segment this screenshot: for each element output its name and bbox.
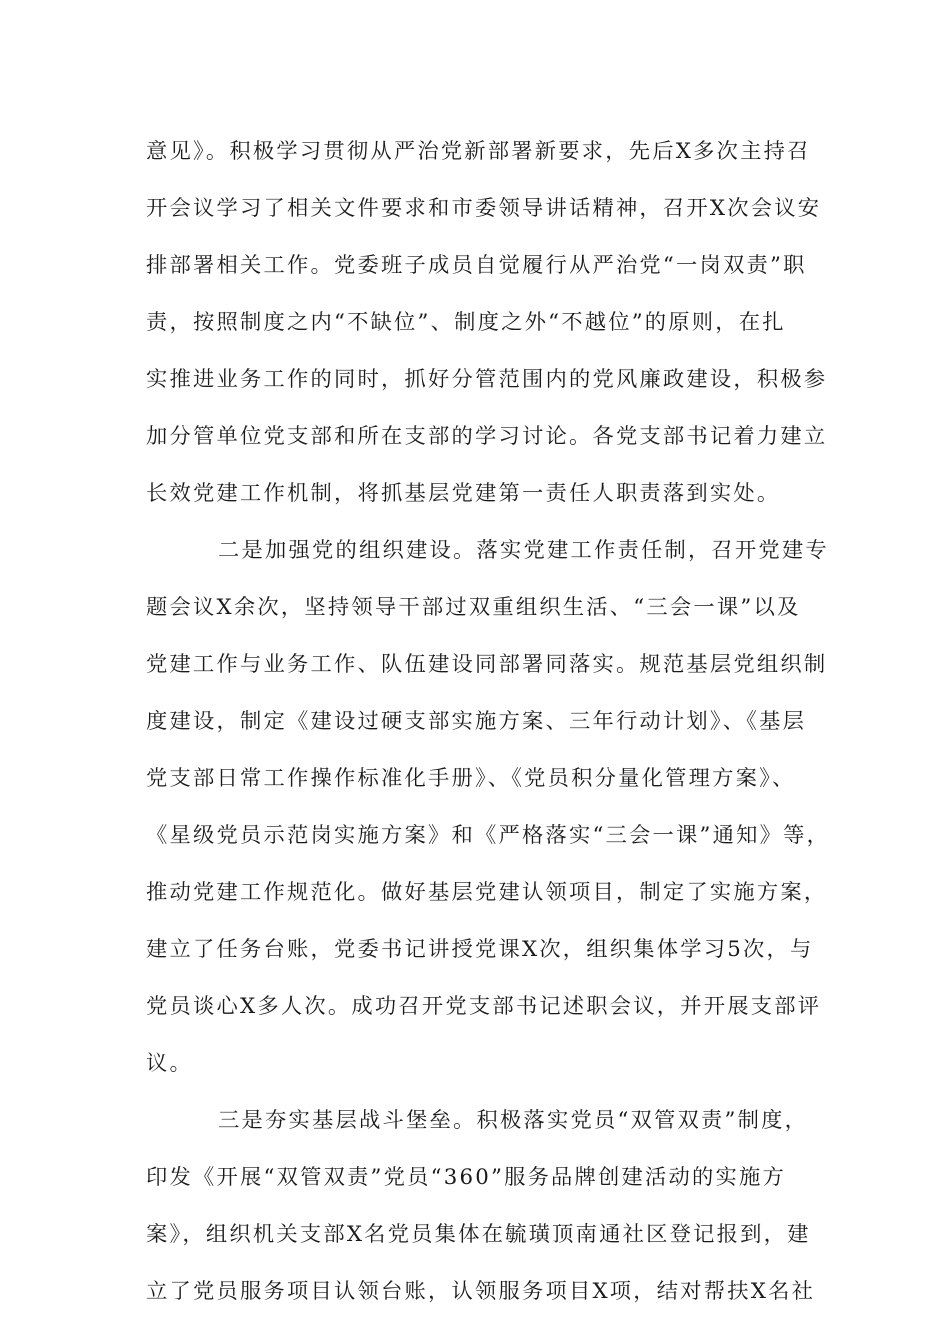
paragraph-line: 党支部日常工作操作标准化手册》、《党员积分量化管理方案》、 (146, 766, 796, 791)
paragraph-first-line: 三是夯实基层战斗堡垒。积极落实党员“双管双责”制度， (218, 1108, 809, 1133)
paragraph-line: 实推进业务工作的同时，抓好分管范围内的党风廉政建设，积极参 (146, 367, 828, 392)
paragraph-line: 排部署相关工作。党委班子成员自觉履行从严治党“一岗双责”职 (146, 253, 807, 278)
paragraph-line: 立了党员服务项目认领台账，认领服务项目X项，结对帮扶X名社 (146, 1279, 816, 1304)
paragraph-line: 议。 (146, 1051, 193, 1076)
paragraph-line: 建立了任务台账，党委书记讲授党课X次，组织集体学习5次，与 (146, 937, 814, 962)
paragraph-line: 意见》。积极学习贯彻从严治党新部署新要求，先后X多次主持召 (146, 139, 811, 164)
paragraph-first-line: 二是加强党的组织建设。落实党建工作责任制，召开党建专 (218, 538, 829, 563)
paragraph-line: 加分管单位党支部和所在支部的学习讨论。各党支部书记着力建立 (146, 424, 828, 449)
paragraph-line: 党员谈心X多人次。成功召开党支部书记述职会议，并开展支部评 (146, 994, 822, 1019)
paragraph-line: 印发《开展“双管双责”党员“360”服务品牌创建活动的实施方 (146, 1165, 787, 1190)
paragraph-line: 推动党建工作规范化。做好基层党建认领项目，制定了实施方案， (146, 880, 828, 905)
paragraph-line: 党建工作与业务工作、队伍建设同部署同落实。规范基层党组织制 (146, 652, 828, 677)
paragraph-line: 长效党建工作机制，将抓基层党建第一责任人职责落到实处。 (146, 481, 781, 506)
paragraph-line: 度建设，制定《建设过硬支部实施方案、三年行动计划》、《基层 (146, 709, 807, 734)
paragraph-line: 《星级党员示范岗实施方案》和《严格落实“三会一课”通知》等， (146, 823, 831, 848)
paragraph-line: 案》，组织机关支部X名党员集体在毓璜顶南通社区登记报到，建 (146, 1222, 811, 1247)
paragraph-line: 责，按照制度之内“不缺位”、制度之外“不越位”的原则，在扎 (146, 310, 786, 335)
paragraph-line: 题会议X余次，坚持领导干部过双重组织生活、“三会一课”以及 (146, 595, 801, 620)
paragraph-line: 开会议学习了相关文件要求和市委领导讲话精神，召开X次会议安 (146, 196, 822, 221)
